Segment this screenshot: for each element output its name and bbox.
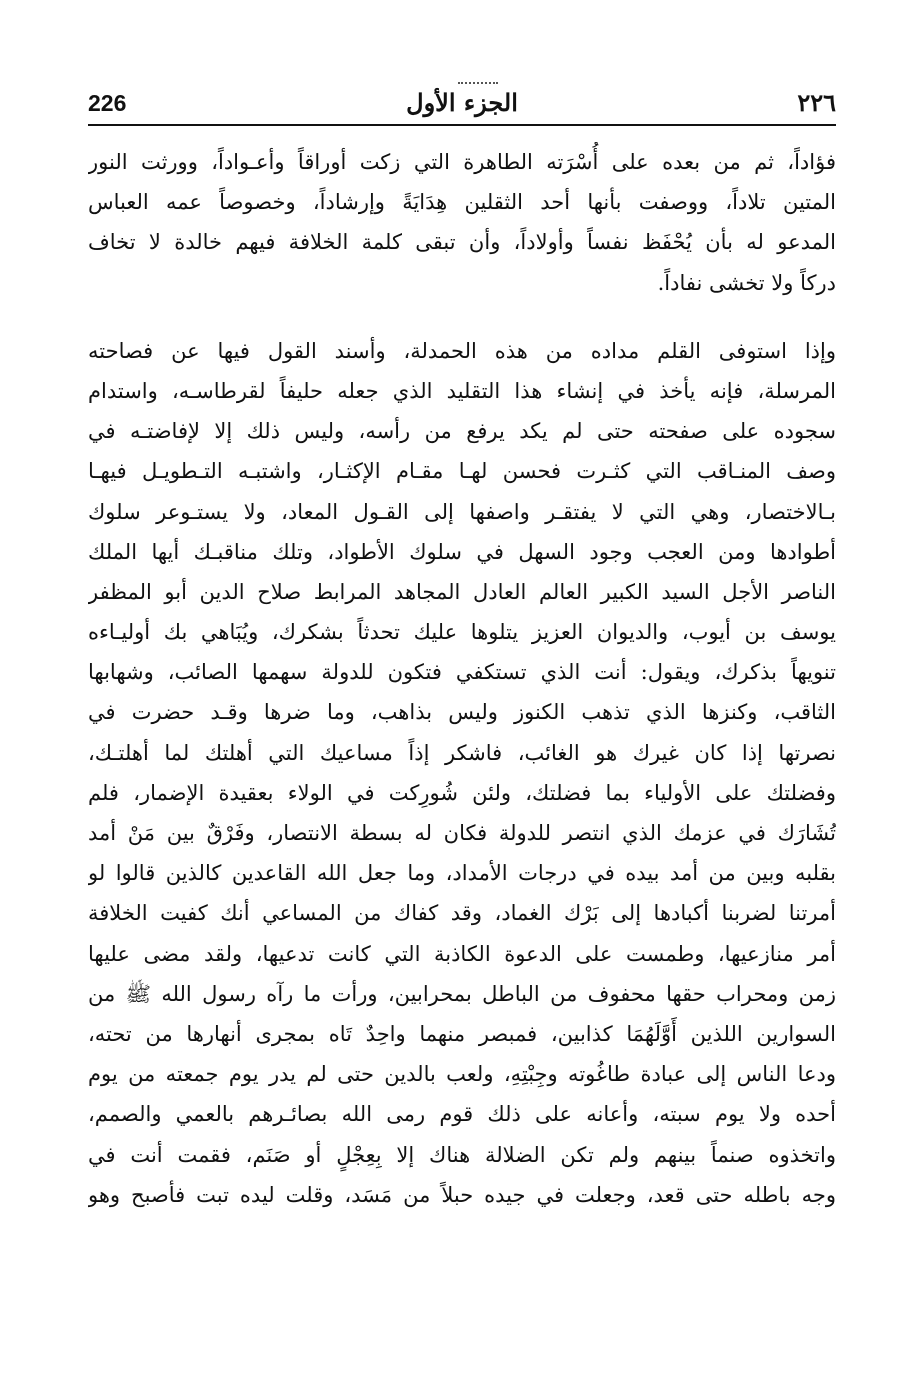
text-line: ودعا الناس إلى عبادة طاغُوته وجِبْتِهِ، ولعب بالدين حتى لم يدر يوم جمعته من يوم: [88, 1062, 836, 1087]
text-line: الثاقب، وكنزها الذي تذهب الكنوز وليس بذاهب، وما ضرها وقـد حضرت في: [88, 700, 836, 725]
text-line: المتين تلاداً، ووصفت بأنها أحد الثقلين هِدَايَةً وإرشاداً، وخصوصاً عمه العباس: [88, 190, 836, 215]
text-line: تنويهاً بذكرك، ويقول: أنت الذي تستكفي فتكون للدولة سهمها الصائب، وشهابها: [88, 660, 836, 685]
text-line: يوسف بن أيوب، والديوان العزيز يتلوها عليك تحدثاً بشكرك، ويُبَاهي بك أوليـاءه: [88, 620, 836, 645]
text-line: أمرتنا لضربنا أكبادها إلى بَرْك الغماد، وقد كفاك من المساعي أنك كفيت الخلافة: [88, 901, 836, 926]
running-title: الجزء الأول: [406, 88, 518, 117]
text-line: دركاً ولا تخشى نفاداً.: [657, 270, 836, 295]
text-line: الناصر الأجل السيد الكبير العالم العادل المجاهد المرابط صلاح الدين أبو المظفر: [88, 579, 836, 604]
text-line: وجه باطله حتى قعد، وجعلت في جيده حبلاً من مَسَد، وقلت ليده تبت فأصبح وهو: [88, 1182, 836, 1207]
text-line: بـالاختصار، وهي التي لا يفتقـر واصفها إلى القـول المعاد، ولا يستـوعر سلوك: [88, 499, 836, 524]
text-line: سجوده على صفحته حتى لم يكد يرفع من رأسه، وليس ذلك إلا لإفاضتـه في: [88, 419, 836, 444]
text-line: بقلبه وبين من أمد بيده في درجات الأمداد، وما جعل الله القاعدين كالذين قالوا لو: [88, 861, 836, 886]
text-line: وفضلتك على الأولياء بما فضلتك، ولئن شُورِكت في الولاء بعقيدة الإضمار، فلم: [88, 780, 836, 805]
text-line: وصف المنـاقب التي كثـرت فحسن لهـا مقـام الإكثـار، واشتبـه التـطويـل فيهـا: [88, 459, 836, 484]
text-line: أطوادها ومن العجب وجود السهل في سلوك الأطواد، وتلك مناقبـك أيها الملك: [88, 539, 836, 564]
text-line: أمر منازعيها، وطمست على الدعوة الكاذبة التي كانت تدعيها، ولقد مضى عليها: [88, 941, 836, 966]
page-number: 226: [88, 90, 127, 116]
text-line: فؤاداً، ثم من بعده على أُسْرَته الطاهرة التي زكت أوراقاً وأعـواداً، وورثت النور: [88, 150, 836, 174]
text-line: المرسلة، فإنه يأخذ في إنشاء هذا التقليد الذي جعله حليفاً لقرطاسـه، واستدام: [88, 378, 836, 403]
paragraph-2: [88, 331, 836, 1215]
paragraph-gap: [88, 303, 836, 331]
text-line: واتخذوه صنماً بينهم ولم تكن الضلالة هناك إلا بِعِجْلٍ أو صَنَم، فقمت أنت في: [88, 1142, 836, 1167]
text-line: تُشَارَك في عزمك الذي انتصر للدولة فكان له بسطة الانتصار، وفَرْقٌ بين مَنْ أمد: [88, 821, 836, 845]
text-line: نصرتها إذا كان غيرك هو الغائب، فاشكر إذاً مساعيك التي أهلتك لما أهلتـك،: [88, 740, 836, 765]
header-rule: [88, 124, 836, 126]
text-line: زمن ومحراب حقها محفوف من الباطل بمحرابين، ورأت ما رآه رسول الله ﷺ من: [88, 981, 836, 1006]
page-number-arabic: ٢٢٦: [797, 88, 836, 117]
page-header: [88, 82, 836, 122]
text-line: المدعو له بأن يُحْفَظ نفساً وأولاداً، وأن تبقى كلمة الخلافة فيهم خالدة لا تخاف: [88, 230, 836, 255]
text-line: أحده ولا يوم سبته، وأعانه على ذلك قوم رمى الله بصائـرهم بالعمي والصمم،: [88, 1102, 836, 1127]
text-line: وإذا استوفى القلم مداده من هذه الحمدلة، وأسند القول فيها عن فصاحته: [88, 338, 836, 363]
text-line: السوارين اللذين أَوَّلَهُمَا كذابين، فمبصر منهما واحِدٌ تَاه بمجرى أنهارها من تحته،: [88, 1021, 836, 1046]
header-ornament: [458, 82, 498, 86]
paragraph-1: [88, 142, 836, 303]
body-text: [88, 142, 836, 1215]
